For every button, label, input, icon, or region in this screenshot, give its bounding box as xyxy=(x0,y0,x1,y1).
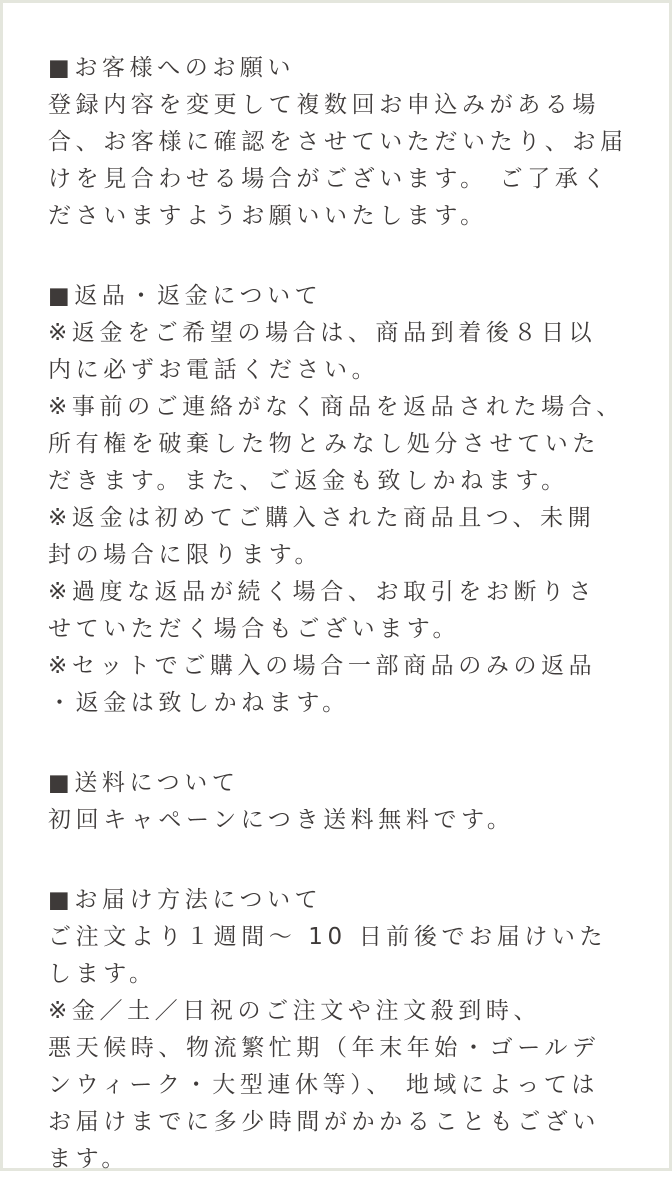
section-heading-delivery: ■お届け方法について xyxy=(48,887,323,913)
section-line: ※事前のご連絡がなく商品を返品された場合、 xyxy=(48,394,624,420)
section-line: 初回キャペーンにつき送料無料です。 xyxy=(48,807,515,833)
section-line: けを見合わせる場合がございます。 ご了承く xyxy=(48,166,611,192)
section-heading-request: ■お客様へのお願い xyxy=(48,55,296,81)
section-request xyxy=(48,50,648,235)
section-line: 封の場合に限ります。 xyxy=(48,542,323,568)
section-line: 所有権を破棄した物とみなし処分させていた xyxy=(48,431,600,457)
section-heading-returns: ■返品・返金について xyxy=(48,283,323,309)
section-delivery xyxy=(48,882,648,1178)
section-line: ンウィーク・大型連休等）、 地域によっては xyxy=(48,1072,600,1098)
section-line: します。 xyxy=(48,961,157,987)
section-line: お届けまでに多少時間がかかることもござい xyxy=(48,1109,600,1135)
section-returns xyxy=(48,278,648,722)
notice-content xyxy=(48,50,648,1178)
section-line: ※返金をご希望の場合は、商品到着後８日以 xyxy=(48,320,597,346)
section-shipping-fee xyxy=(48,765,648,839)
section-line: 悪天候時、物流繁忙期（年末年始・ゴールデ xyxy=(48,1035,600,1061)
section-line: ※セットでご購入の場合一部商品のみの返品 xyxy=(48,653,597,679)
section-line: ※過度な返品が続く場合、お取引をお断りさ xyxy=(48,579,597,605)
section-line: ※金／土／日祝のご注文や注文殺到時、 xyxy=(48,998,542,1024)
section-line: せていただく場合もございます。 xyxy=(48,616,461,642)
section-line: ご注文より１週間〜 10 日前後でお届けいた xyxy=(48,924,608,950)
section-line: ・返金は致しかねます。 xyxy=(48,690,350,716)
section-line: ※返金は初めてご購入された商品且つ、未開 xyxy=(48,505,596,531)
section-heading-shipping-fee: ■送料について xyxy=(48,770,240,796)
section-line: 登録内容を変更して複数回お申込みがある場 xyxy=(48,92,600,118)
section-line: ます。 xyxy=(48,1146,129,1172)
section-line: だきます。また、ご返金も致しかねます。 xyxy=(48,468,569,494)
section-line: 合、お客様に確認をさせていただいたり、お届 xyxy=(48,129,628,155)
section-line: ださいますようお願いいたします。 xyxy=(48,203,488,229)
section-line: 内に必ずお電話ください。 xyxy=(48,357,380,383)
